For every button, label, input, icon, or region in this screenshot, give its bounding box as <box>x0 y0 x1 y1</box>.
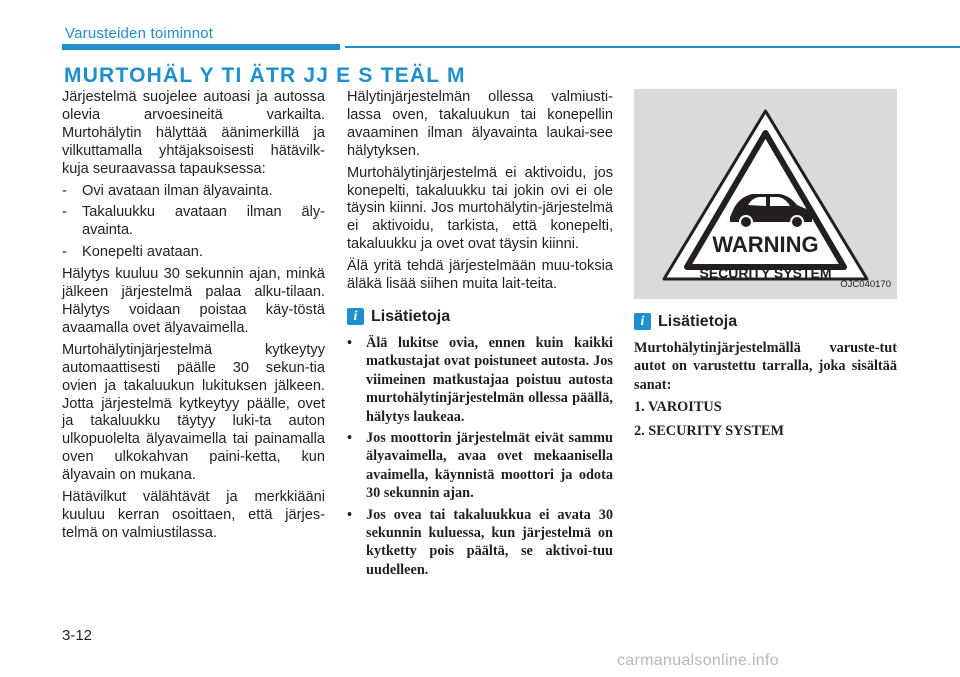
header-rule-thick <box>62 44 340 50</box>
modification-warning-paragraph: Älä yritä tehdä järjestelmään muu-toksia äläkä lisää siihen muita lait-teita. <box>347 258 613 293</box>
dash-marker: - <box>62 204 67 221</box>
list-item-text: Konepelti avataan. <box>82 244 203 261</box>
page-title: MURTOHÄL Y TI ÄTR JJ E S TEÄL M <box>64 64 466 87</box>
activation-paragraph: Murtohälytinjärjestelmä ei aktivoidu, jos konepelti, takaluukku tai jokin ovi ei ole täysin kiinni. Jos murtohälytin-järjestelmä ei aktivoidu, tarkista, että konepelti, takaluukku ja ovet ovat täysin kiinni. <box>347 164 613 253</box>
section-header: Varusteiden toiminnot <box>65 25 214 42</box>
dash-marker: - <box>62 182 67 199</box>
warning-triangle-icon <box>634 89 897 299</box>
arming-paragraph: Murtohälytinjärjestelmä kytkeytyy automaattisesti päälle 30 sekun-tia ovien ja takaluukun lukituksen jälkeen. Jotta järjestelmä kytkeytyy päälle, ovet ja takaluukku täytyy luki-ta auton ulkopuolelta älyavaimella tai painamalla oven ulkokahvan paini-ketta, kun älyavain on mukana. <box>62 341 325 484</box>
info-bullet-text: Jos moottorin järjestelmät eivät sammu älyavaimella, avaa ovet mekaanisella avaimella, käynnistä moottori ja odota 30 sekunnin ajan. <box>366 429 613 502</box>
info-bullet <box>347 334 613 426</box>
list-item <box>62 244 325 262</box>
watermark: carmanualsonline.info <box>617 652 779 669</box>
alarm-duration-paragraph: Hälytys kuuluu 30 sekunnin ajan, minkä jälkeen järjestelmä palaa alku-tilaan. Hälytys voidaan poistaa käy-töstä avaamalla ovet älyavaimella. <box>62 266 325 336</box>
bullet-marker: • <box>347 334 353 351</box>
list-item <box>62 183 325 201</box>
page-number: 3-12 <box>62 627 93 644</box>
trigger-paragraph: Hälytinjärjestelmän ollessa valmiusti-lassa oven, takaluukun tai konepellin avaaminen ilman älyavainta laukai-see hälytyksen. <box>347 89 613 159</box>
sign-warning-text: WARNING <box>712 232 819 257</box>
intro-paragraph: Järjestelmä suojelee autoasi ja autossa olevia arvoesineitä varkailta. Murtohälytin hälyttää äänimerkillä ja vilkuttamalla yhtäjaksoisesti hätävilk-kuja seuraavassa tapauksessa: <box>62 89 325 177</box>
info-bullet-text: Älä lukitse ovia, ennen kuin kaikki matkustajat ovat poistuneet autosta. Jos viimeinen matkustajaa poistuu autosta murtohälytinjärjestelmän ollessa päällä, hälytys laukeaa. <box>366 334 613 425</box>
info-bullet <box>347 429 613 503</box>
info-icon: i <box>347 308 364 325</box>
header-rule-thin <box>345 46 960 48</box>
list-item-text: Ovi avataan ilman älyavainta. <box>82 182 273 199</box>
column-left <box>62 89 325 547</box>
bullet-marker: • <box>347 506 353 523</box>
info-title: Lisätietoja <box>371 307 451 325</box>
info-bullet-text: Jos ovea tai takaluukkua ei avata 30 sekunnin kuluessa, kun järjestelmä on kytketty pois päältä, se aktivoi-tuu uudelleen. <box>366 506 613 578</box>
bullet-marker: • <box>347 429 353 446</box>
sticker-line: 2. SECURITY SYSTEM <box>634 422 785 439</box>
info-icon: i <box>634 313 651 330</box>
list-item <box>62 204 325 240</box>
sign-caption-text: SECURITY SYSTEM <box>699 265 832 281</box>
column-middle <box>347 89 613 582</box>
dash-marker: - <box>62 244 67 261</box>
standby-paragraph: Hätävilkut välähtävät ja merkkiääni kuuluu kerran osoittaen, että järjes-telmä on valmiustilassa. <box>62 489 325 541</box>
figure-code: OJC040170 <box>840 279 891 291</box>
column-right <box>634 89 897 440</box>
info-heading <box>347 308 613 326</box>
info-title: Lisätietoja <box>658 313 738 330</box>
sticker-line: 1. VAROITUS <box>634 399 722 416</box>
security-sticker-figure <box>634 89 897 299</box>
info-bullet <box>347 506 613 580</box>
sticker-info-text: Murtohälytinjärjestelmällä varuste-tut autot on varustettu tarralla, joka sisältää sanat: <box>634 339 897 393</box>
info-heading <box>634 313 897 331</box>
list-item-text: Takaluukku avataan ilman äly-avainta. <box>82 204 325 239</box>
